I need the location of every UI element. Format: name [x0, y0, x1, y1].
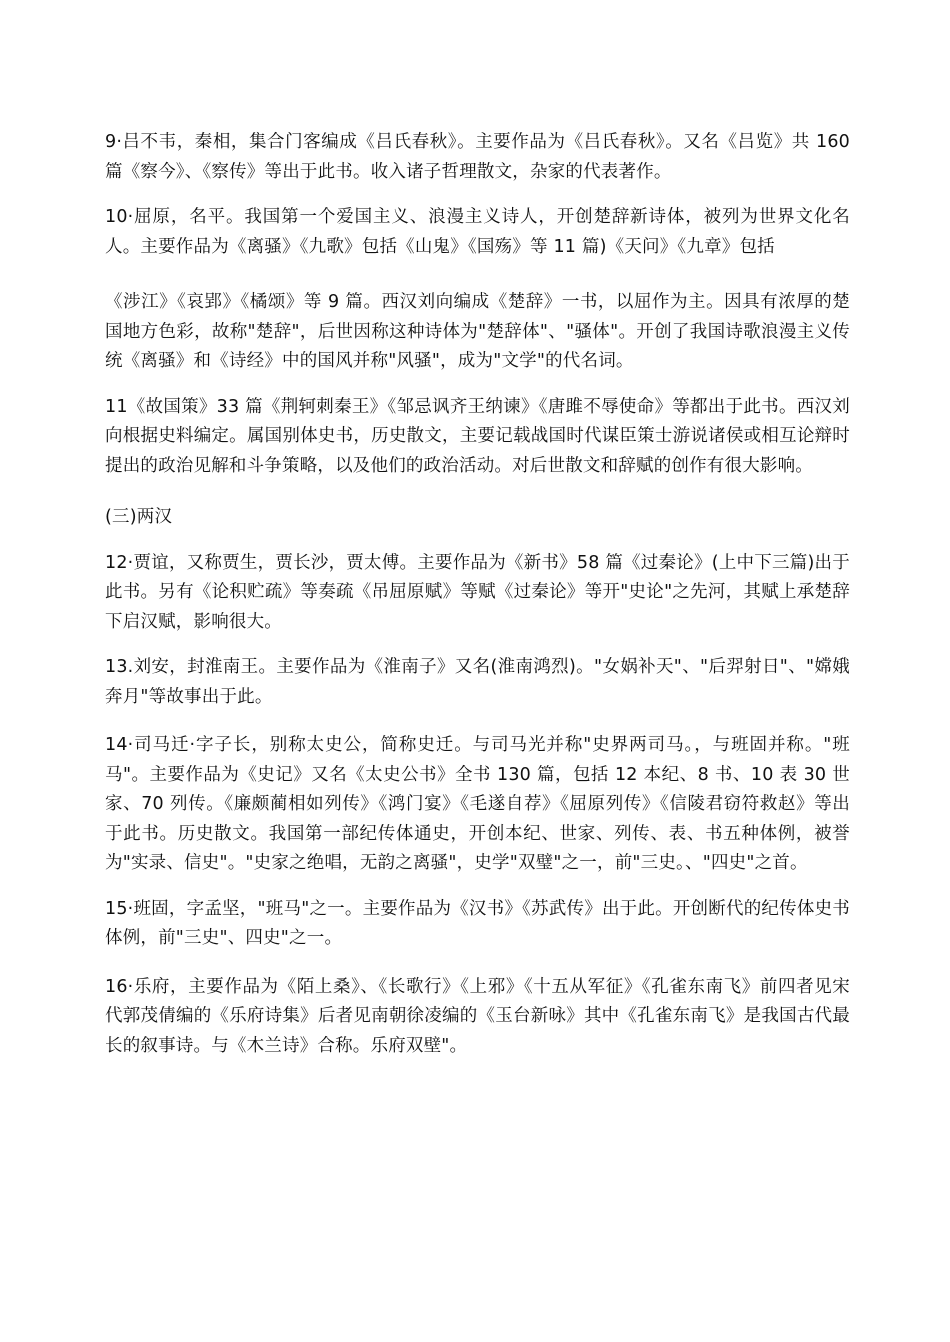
paragraph-ban-gu: 15·班固，字孟坚，"班马"之一。主要作品为《汉书》《苏武传》出于此。开创断代的纪传体史书体例，前"三史"、四史"之一。	[105, 898, 850, 948]
paragraph-qu-yuan: 10·屈原，名平。我国第一个爱国主义、浪漫主义诗人，开创楚辞新诗体，被列为世界文化名人。主要作品为《离骚》《九歌》包括《山鬼》《国殇》等 11 篇)《天问》《九章》包括	[105, 207, 850, 257]
paragraph-sima-qian: 14·司马迁·字子长，别称太史公，简称史迁。与司马光并称"史界两司马。，与班固并称。"班马"。主要作品为《史记》又名《太史公书》全书 130 篇，包括 12 本纪、8 书、10 表 30 世家、70 列传。《廉颇蔺相如列传》《鸿门宴》《毛遂自荐》《屈原列传》《信陵君窃符救赵》等出于此书。历史散文。我国第一部纪传体通史，开创本纪、世家、列传、表、书五种体例，被誉为"实录、信史"。"史家之绝唱，无韵之离骚"，史学"双璧"之一，前"三史。、"四史"之首。	[105, 735, 850, 873]
document-page	[105, 128, 850, 1061]
section-heading-han: (三)两汉	[105, 507, 173, 527]
paragraph-yuefu: 16·乐府，主要作品为《陌上桑》、《长歌行》《上邪》《十五从军征》《孔雀东南飞》前四者见宋代郭茂倩编的《乐府诗集》后者见南朝徐凌编的《玉台新咏》其中《孔雀东南飞》是我国古代最长的叙事诗。与《木兰诗》合称。乐府双壁"。	[105, 976, 850, 1056]
paragraph-zhanguoce: 11《故国策》33 篇《荆轲刺秦王》《邹忌讽齐王纳谏》《唐雎不辱使命》等都出于此书。西汉刘向根据史料编定。属国别体史书，历史散文，主要记载战国时代谋臣策士游说诸侯或相互论辩时提出的政治见解和斗争策略，以及他们的政治活动。对后世散文和辞赋的创作有很大影响。	[105, 396, 850, 476]
paragraph-chuci: 《涉江》《哀郢》《橘颂》等 9 篇。西汉刘向编成《楚辞》一书，以屈作为主。因具有浓厚的楚国地方色彩，故称"楚辞"，后世因称这种诗体为"楚辞体"、"骚体"。开创了我国诗歌浪漫主义传统《离骚》和《诗经》中的国风并称"风骚"，成为"文学"的代名词。	[105, 292, 850, 371]
paragraph-jia-yi: 12·贾谊，又称贾生，贾长沙，贾太傅。主要作品为《新书》58 篇《过秦论》(上中下三篇)出于此书。另有《论积贮疏》等奏疏《吊屈原赋》等赋《过秦论》等开"史论"之先河，其赋上承楚辞下启汉赋，影响很大。	[105, 552, 850, 632]
paragraph-lu-buwei: 9·吕不韦，秦相，集合门客编成《吕氏春秋》。主要作品为《吕氏春秋》。又名《吕览》共 160 篇《察今》、《察传》等出于此书。收入诸子哲理散文，杂家的代表著作。	[105, 132, 850, 182]
paragraph-liu-an: 13.刘安，封淮南王。主要作品为《淮南子》又名(淮南鸿烈)。"女娲补天"、"后羿射日"、"嫦娥奔月"等故事出于此。	[105, 657, 850, 707]
